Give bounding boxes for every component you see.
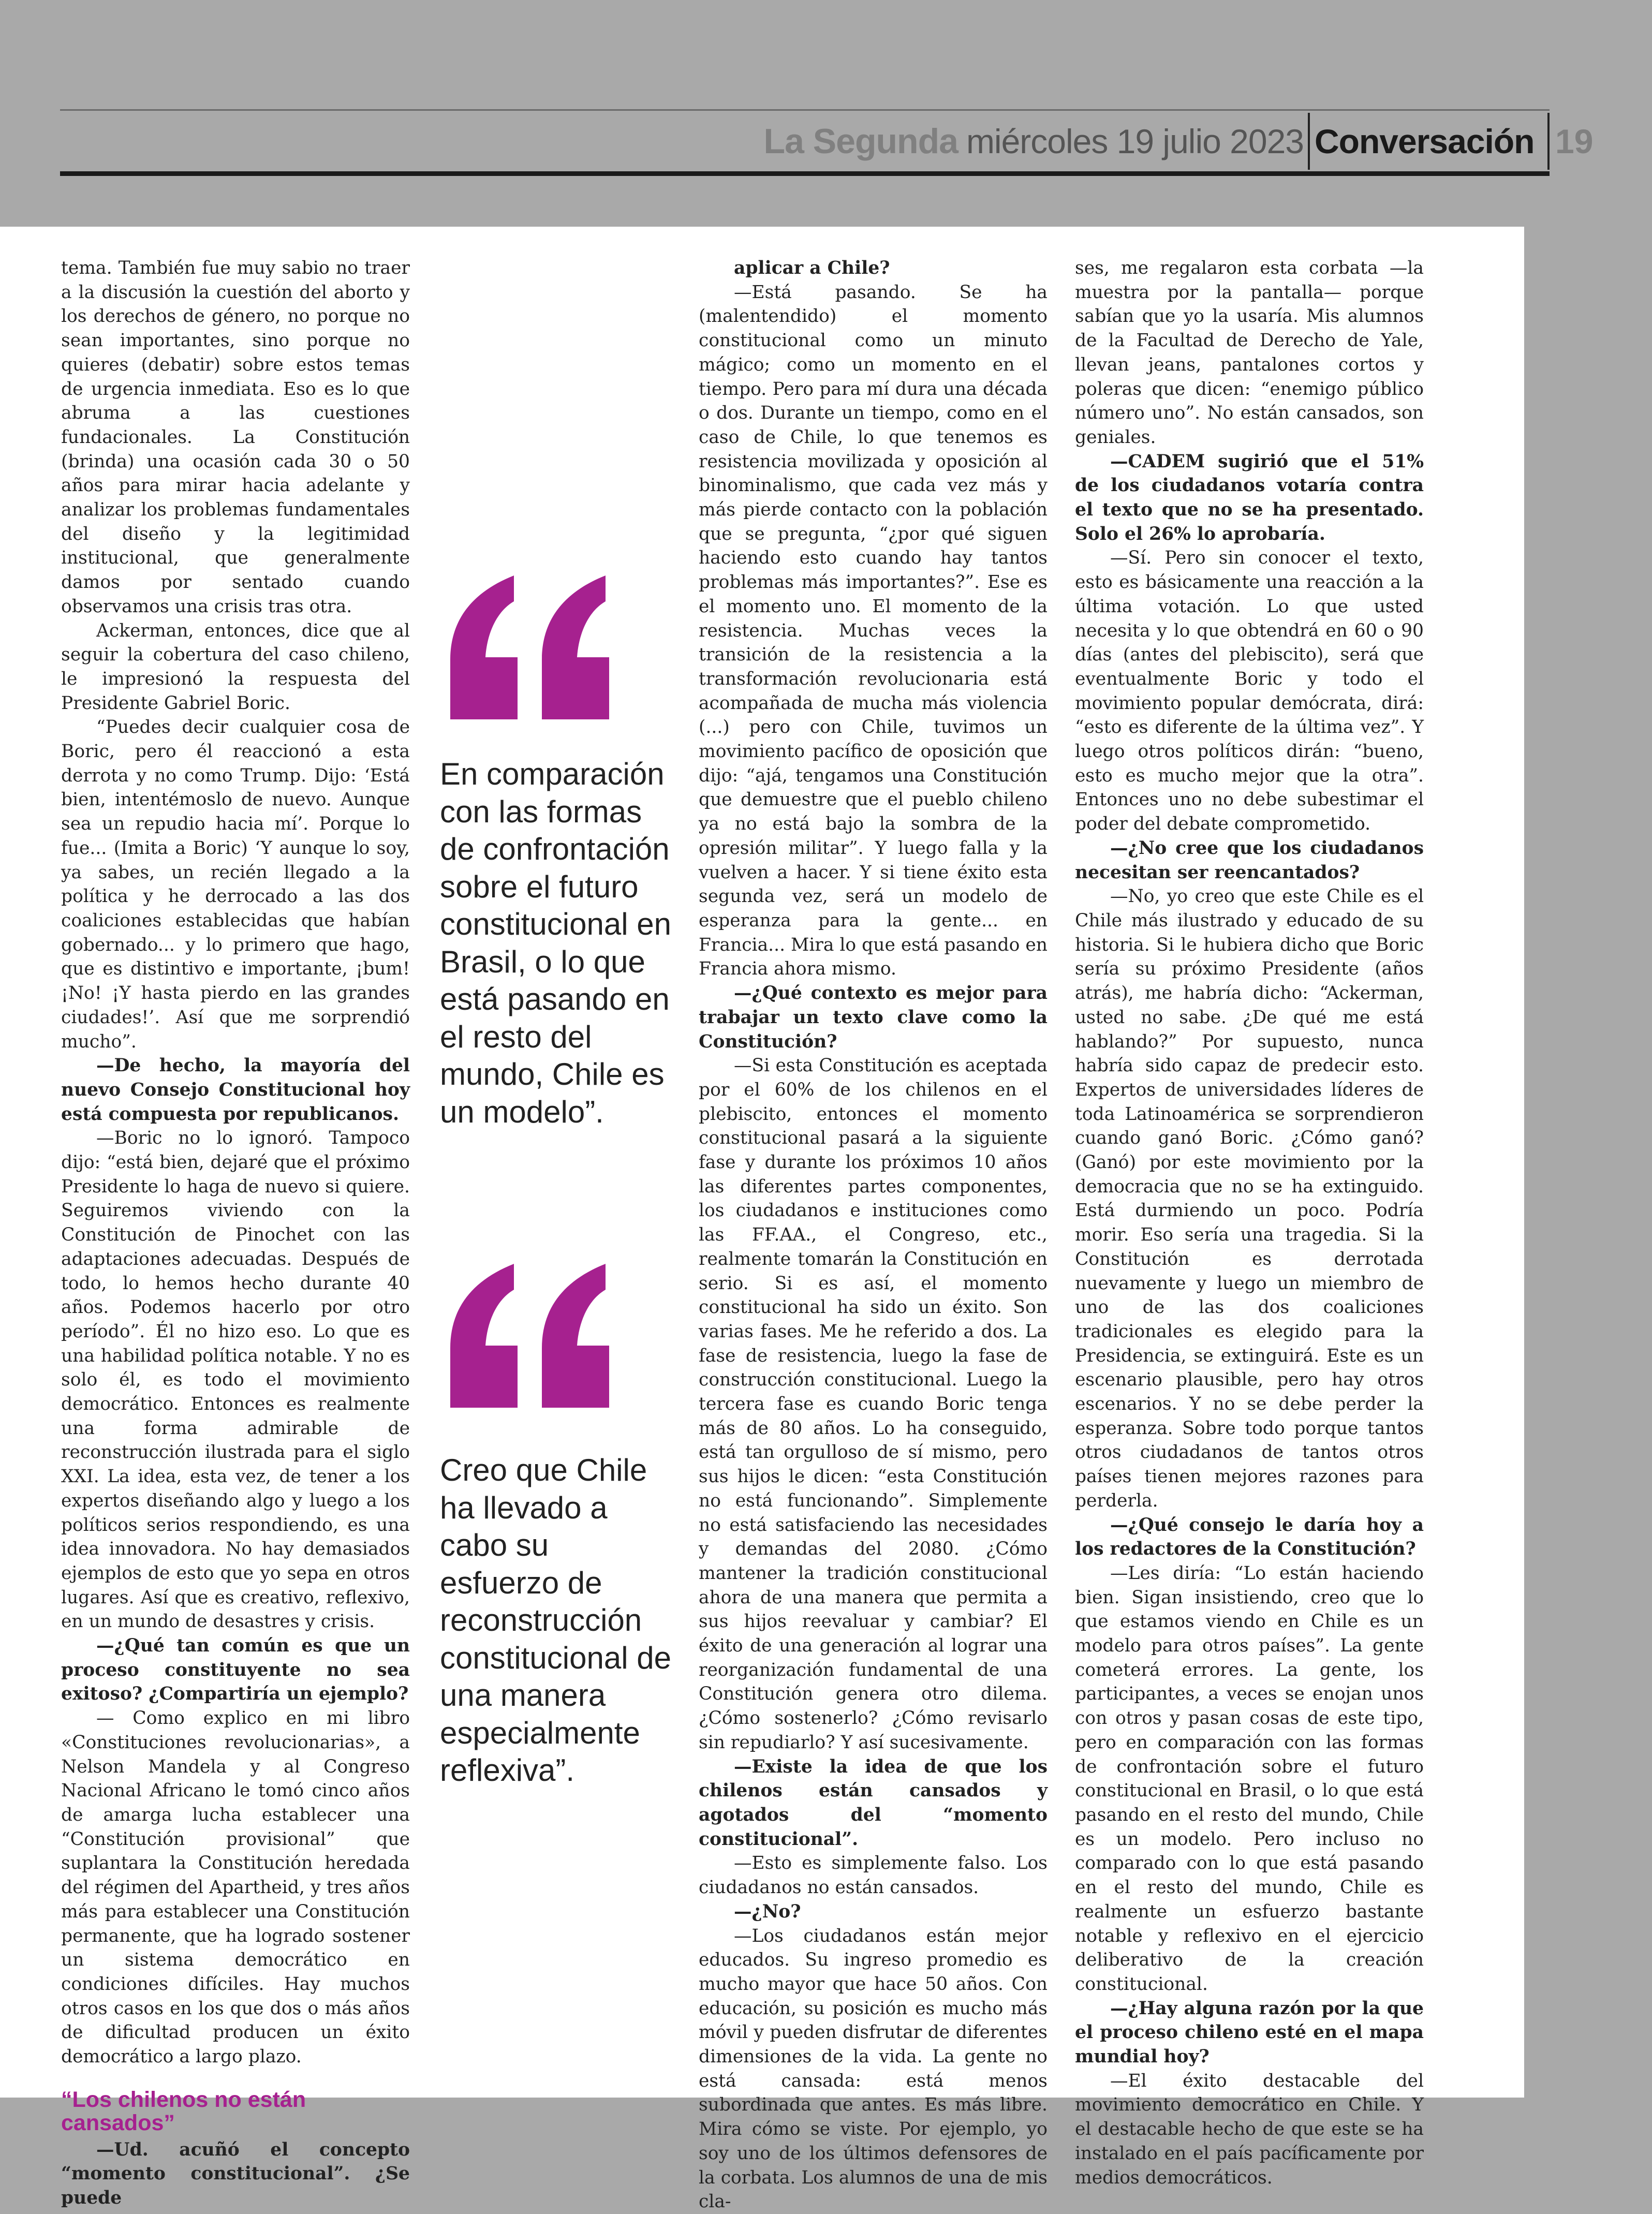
header-separator (1547, 113, 1550, 170)
interview-question: —Existe la idea de que los chilenos están cansados y agotados del “momento constitucional”. (699, 1756, 1048, 1850)
interview-question: —De hecho, la mayoría del nuevo Consejo Constitucional hoy está compuesta por republicanos. (61, 1055, 410, 1125)
publication-date: miércoles 19 julio 2023 (966, 122, 1304, 160)
section-subheading: “Los chilenos no están cansados” (61, 2087, 306, 2135)
interview-question: aplicar a Chile? (734, 258, 890, 278)
pull-quote-1: En comparación con las formas de confrontación sobre el futuro constitucional en Brasil, o lo que está pasando en el resto del mundo, Chile es un modelo”. (440, 757, 671, 1129)
page-number: 19 (1555, 122, 1594, 160)
article-paragraph: ses, me regalaron esta corbata —la muestra por la pantalla— porque sabían que yo la usaría. Mis alumnos de la Facultad de Derecho de Yale, llevan jeans, pantalones cortos y poleras que dicen: “enemigo público número uno”. No están cansados, son geniales. (1075, 258, 1424, 448)
article-paragraph: —Si esta Constitución es aceptada por el 60% de los chilenos en el plebiscito, entonces el momento constitucional pasará a la siguiente fase y durante los próximos 10 años las diferentes partes componentes, los ciudadanos e instituciones como las FF.AA., el Congreso, etc., realmente tomarán la Constitución en serio. Si es así, el momento constitucional ha sido un éxito. Son varias fases. Me he referido a dos. La fase de resistencia, luego la fase de construcción constitucional. Luego la tercera fase es cuando Boric tenga más de 80 años. Lo ha conseguido, está tan orgulloso de sí mismo, pero sus hijos le dicen: “esta Constitución no está funcionando”. Simplemente no está satisfaciendo las necesidades y demandas del 2080. ¿Cómo mantener la tradición constitucional ahora de una manera que permita a sus hijos reevaluar y cambiar? El éxito de una generación al lograr una reorganización fundamental de una Constitución genera otro dilema. ¿Cómo sostenerlo? ¿Cómo revisarlo sin repudiarlo? Y así sucesivamente. (699, 1055, 1048, 1753)
quote-mark-icon (440, 569, 611, 725)
article-paragraph: — Como explico en mi libro «Constituciones revolucionarias», a Nelson Mandela y al Congreso Nacional Africano le tomó cinco años de amarga lucha establecer una “Constitución provisional” que suplantara la Constitución heredada del régimen del Apartheid, y tres años más para establecer una Constitución permanente, que ha logrado sostener un sistema democrático en condiciones difíciles. Hay muchos otros casos en los que dos o más años de dificultad producen un éxito democrático a largo plazo. (61, 1708, 410, 2068)
article-paragraph: —No, yo creo que este Chile es el Chile más ilustrado y educado de su historia. Si le hubiera dicho que Boric sería su próximo Presidente (años atrás), me habría dicho: “Ackerman, usted no sabe. ¿De qué me está hablando?” Por supuesto, nunca habría sido capaz de predecir esto. Expertos de universidades líderes de toda Latinoamérica se sorprendieron cuando ganó Boric. ¿Cómo ganó? (Ganó) por este movimiento por la democracia que no se ha extinguido. Está durmiendo un poco. Podría morir. Eso sería una tragedia. Si la Constitución es derrotada nuevamente y luego un miembro de uno de las dos coaliciones tradicionales es elegido para la Presidencia, se extinguirá. Este es un escenario plausible, pero hay otros escenarios. Y no se debe perder la esperanza. Sobre todo porque tantos otros ciudadanos de tantos otros países tienen mejores razones para perderla. (1075, 886, 1424, 1511)
header-rule-bottom (60, 171, 1550, 176)
interview-question: —¿No cree que los ciudadanos necesitan ser reencantados? (1075, 837, 1424, 883)
interview-question: —¿Hay alguna razón por la que el proceso chileno esté en el mapa mundial hoy? (1075, 1998, 1424, 2068)
section-title: Conversación (1315, 122, 1535, 160)
header-rule-top (60, 109, 1550, 111)
header-masthead (764, 113, 1304, 170)
article-paragraph: —Los ciudadanos están mejor educados. Su ingreso promedio es mucho mayor que hace 50 años. Con educación, su posición es mucho más móvil y pueden disfrutar de diferentes dimensiones de la vida. La gente no está cansada: está menos subordinada que antes. Es más libre. Mira cómo se viste. Por ejemplo, yo soy uno de los últimos defensores de la corbata. Los alumnos de una de mis cla- (699, 1925, 1048, 2212)
article-column-3 (1075, 256, 1424, 2190)
article-paragraph: —Esto es simplemente falso. Los ciudadanos no están cansados. (699, 1853, 1048, 1898)
interview-question: —¿No? (734, 1901, 801, 1922)
publication-name: La Segunda (763, 122, 958, 161)
article-paragraph: “Puedes decir cualquier cosa de Boric, pero él reaccionó a esta derrota y no como Trump. Dijo: ‘Está bien, intentémoslo de nuevo. Aunque sea un repudio hacia mí’. Porque lo fue... (Imita a Boric) ‘Y aunque lo soy, ya sabes, un recién llegado a la política y he derrocado a las dos coaliciones establecidas que habían gobernado... y lo primero que hago, que es distintivo e importante, ¡bum! ¡No! ¡Y hasta pierdo en las grandes ciudades!’. Así que me sorprendió mucho”. (61, 717, 410, 1052)
article-paragraph: —Boric no lo ignoró. Tampoco dijo: “está bien, dejaré que el próximo Presidente lo haga de nuevo si quiere. Seguiremos viviendo con la Constitución de Pinochet con las adaptaciones adecuadas. Después de todo, lo hemos hecho durante 40 años. Podemos hacerlo por otro período”. Él no hizo eso. Lo que es una habilidad política notable. Y no es solo él, es todo el movimiento democrático. Entonces es realmente una forma admirable de reconstrucción ilustrada para el siglo XXI. La idea, esta vez, de tener a los expertos diseñando algo y luego a los políticos serios respondiendo, es una idea innovadora. No hay demasiados ejemplos de esto que yo sepa en otros lugares. Así que es creativo, reflexivo, en un mundo de desastres y crisis. (61, 1128, 410, 1632)
interview-question: —¿Qué tan común es que un proceso constituyente no sea exitoso? ¿Compartiría un ejemplo? (61, 1635, 410, 1705)
article-paragraph: —El éxito destacable del movimiento democrático en Chile. Y el destacable hecho de que este se ha instalado en el país pacíficamente por medios democráticos. (1075, 2070, 1424, 2188)
quote-mark-icon (440, 1258, 611, 1413)
article-paragraph: —Sí. Pero sin conocer el texto, esto es básicamente una reacción a la última votación. Lo que usted necesita y lo que obtendrá en 60 o 90 días (antes del plebiscito), será que eventualmente Boric y todo el movimiento popular demócrata, dirá: “esto es diferente de la última vez”. Y luego otros políticos dirán: “bueno, esto es mucho mejor que la otra”. Entonces uno no debe subestimar el poder del debate comprometido. (1075, 548, 1424, 835)
article-paragraph: Ackerman, entonces, dice que al seguir la cobertura del caso chileno, le impresionó la respuesta del Presidente Gabriel Boric. (61, 620, 410, 714)
interview-question: —Ud. acuñó el concepto “momento constitucional”. ¿Se puede (61, 2139, 410, 2209)
interview-question: —¿Qué consejo le daría hoy a los redactores de la Constitución? (1075, 1514, 1424, 1560)
quote-mark-icon (440, 569, 611, 725)
article-paragraph: tema. También fue muy sabio no traer a la discusión la cuestión del aborto y los derechos de género, no porque no sean importantes, sino porque no quieres (debatir) sobre estos temas de urgencia inmediata. Eso es lo que abruma a las cuestiones fundacionales. La Constitución (brinda) una ocasión cada 30 o 50 años para mirar hacia adelante y analizar los problemas fundamentales del diseño y la legitimidad institucional, que generalmente damos por sentado cuando observamos una crisis tras otra. (61, 258, 410, 617)
header-separator (1308, 113, 1310, 170)
article-column-2 (699, 256, 1048, 2214)
interview-question: —CADEM sugirió que el 51% de los ciudadanos votaría contra el texto que no se ha presentado. Solo el 26% lo aprobaría. (1075, 451, 1424, 544)
pull-quote-2: Creo que Chile ha llevado a cabo su esfuerzo de reconstrucción constitucional de una manera especialmente reflexiva”. (440, 1453, 671, 1788)
article-paragraph: —Está pasando. Se ha (malentendido) el momento constitucional como un minuto mágico; como un momento en el tiempo. Pero para mí dura una década o dos. Durante un tiempo, como en el caso de Chile, lo que tenemos es resistencia movilizada y oposición al binominalismo, que cada vez más y más pierde contacto con la población que se pregunta, “¿por qué siguen haciendo esto cuando hay tantos problemas más importantes?”. Ese es el momento uno. El momento de la resistencia. Muchas veces la transición de la resistencia a la transformación revolucionaria está acompañada de mucha más violencia (...) pero con Chile, tuvimos un movimiento pacífico de oposición que dijo: “ajá, tengamos una Constitución que demuestre que el pueblo chileno ya no está bajo la sombra de la opresión militar”. Y luego falla y la vuelven a hacer. Y si tiene éxito esta segunda vez, será un modelo de esperanza para la gente... en Francia... Mira lo que está pasando en Francia ahora mismo. (699, 282, 1048, 980)
article-column-1 (61, 256, 410, 2210)
quote-mark-icon (440, 1258, 611, 1413)
article-paragraph: —Les diría: “Lo están haciendo bien. Sigan insistiendo, creo que lo que estamos viendo en Chile es un modelo para otros países”. La gente cometerá errores. La gente, los participantes, a veces se enojan unos con otros y pasan cosas de este tipo, pero en comparación con las formas de confrontación sobre el futuro constitucional en Brasil, o lo que está pasando en el resto del mundo, Chile es un modelo. Pero incluso no comparado con lo que está pasando en el resto del mundo, Chile es realmente un esfuerzo bastante notable y reflexivo en el ejercicio deliberativo de la creación constitucional. (1075, 1562, 1424, 1995)
interview-question: —¿Qué contexto es mejor para trabajar un texto clave como la Constitución? (699, 983, 1048, 1052)
